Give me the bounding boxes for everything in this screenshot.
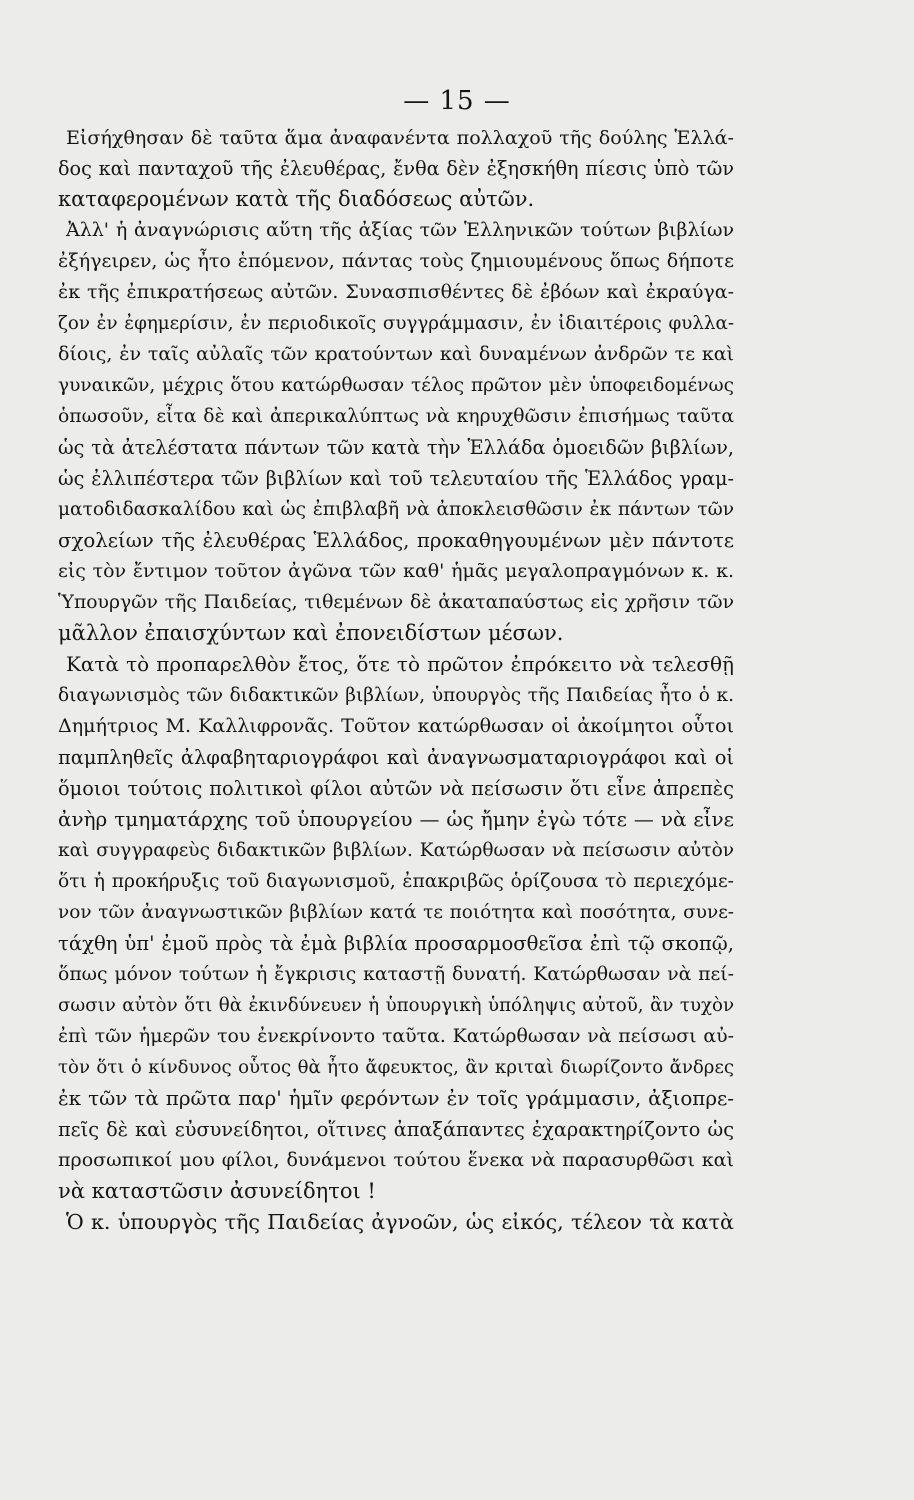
text-line: εἰς τὸν ἔντιμον τοῦτον ἀγῶνα τῶν καθ' ἡμᾶς μεγαλοπραγμόνων κ. κ. xyxy=(58,560,734,582)
text-line: προσωπικοί μου φίλοι, δυνάμενοι τούτου ἕνεκα νὰ παρασυρθῶσι καὶ xyxy=(58,1149,734,1171)
text-line: ἐκ τῆς ἐπικρατήσεως αὐτῶν. Συνασπισθέντες δὲ ἐβόων καὶ ἐκραύγα- xyxy=(58,281,734,303)
text-line: νὰ καταστῶσιν ἀσυνείδητοι ! xyxy=(58,1179,376,1203)
page-number: — 15 — xyxy=(403,86,511,116)
text-line: Ἀλλ' ἡ ἀναγνώρισις αὕτη τῆς ἀξίας τῶν Ἑλληνικῶν τούτων βιβλίων xyxy=(66,219,734,241)
text-line: Δημήτριος Μ. Καλλιφρονᾶς. Τοῦτον κατώρθωσαν οἱ ἀκοίμητοι οὗτοι xyxy=(58,715,734,737)
text-line: ὁπωσοῦν, εἶτα δὲ καὶ ἀπερικαλύπτως νὰ κηρυχθῶσιν ἐπισήμως ταῦτα xyxy=(58,406,734,427)
text-line: ἐξήγειρεν, ὡς ἦτο ἑπόμενον, πάντας τοὺς ζημιουμένους ὅπως δήποτε xyxy=(58,250,734,272)
text-line: σωσιν αὐτὸν ὅτι θὰ ἐκινδύνευεν ἡ ὑπουργικὴ ὑπόληψις αὐτοῦ, ἂν τυχὸν xyxy=(58,995,734,1016)
text-line: ἐπὶ τῶν ἡμερῶν του ἐνεκρίνοντο ταῦτα. Κατώρθωσαν νὰ πείσωσι αὐ- xyxy=(58,1025,734,1047)
text-line: γυναικῶν, μέχρις ὅτου κατώρθωσαν τέλος πρῶτον μὲν ὑποφειδομένως xyxy=(58,375,734,396)
text-line: ματοδιδασκαλίδου καὶ ὡς ἐπιβλαβῆ νὰ ἀποκλεισθῶσιν ἐκ πάντων τῶν xyxy=(58,499,734,520)
text-line: ὅτι ἡ προκήρυξις τοῦ διαγωνισμοῦ, ἐπακριβῶς ὁρίζουσα τὸ περιεχόμε- xyxy=(58,871,734,892)
text-line: ἀνὴρ τμηματάρχης τοῦ ὑπουργείου — ὡς ἤμην ἐγὼ τότε — νὰ εἶνε xyxy=(58,807,734,831)
text-line: δίοις, ἐν ταῖς αὐλαῖς τῶν κρατούντων καὶ δυναμένων ἀνδρῶν τε καὶ xyxy=(58,343,734,365)
text-line: ὅμοιοι τούτοις πολιτικοὶ φίλοι αὐτῶν νὰ πείσωσιν ὅτι εἶνε ἀπρεπὲς xyxy=(58,777,734,800)
text-line: διαγωνισμὸς τῶν διδακτικῶν βιβλίων, ὑπουργὸς τῆς Παιδείας ἦτο ὁ κ. xyxy=(58,685,734,706)
text-line: παμπληθεῖς ἀλφαβηταριογράφοι καὶ ἀναγνωσματαριογράφοι καὶ οἱ xyxy=(58,746,734,769)
text-line: μᾶλλον ἐπαισχύντων καὶ ἐπονειδίστων μέσων. xyxy=(58,621,564,645)
text-line: Ὑπουργῶν τῆς Παιδείας, τιθεμένων δὲ ἀκαταπαύστως εἰς χρῆσιν τῶν xyxy=(58,592,734,613)
text-line: ζον ἐν ἐφημερίσιν, ἐν περιοδικοῖς συγγράμμασιν, ἐν ἰδιαιτέροις φυλλα- xyxy=(58,313,734,334)
text-line: ὡς ἐλλιπέστερα τῶν βιβλίων καὶ τοῦ τελευταίου τῆς Ἑλλάδος γραμ- xyxy=(58,467,734,490)
text-line: τάχθη ὑπ' ἐμοῦ πρὸς τὰ ἐμὰ βιβλία προσαρμοσθεῖσα ἐπὶ τῷ σκοπῷ, xyxy=(58,932,734,955)
text-line: τὸν ὅτι ὁ κίνδυνος οὗτος θὰ ἦτο ἄφευκτος, ἂν κριταὶ διωρίζοντο ἄνδρες xyxy=(58,1057,734,1078)
text-line: Ὁ κ. ὑπουργὸς τῆς Παιδείας ἀγνοῶν, ὡς εἰκός, τέλεον τὰ κατὰ xyxy=(66,1210,734,1234)
text-line: ὅπως μόνον τούτων ἡ ἔγκρισις καταστῇ δυνατή. Κατώρθωσαν νὰ πεί- xyxy=(58,964,734,985)
text-line: Κατὰ τὸ προπαρελθὸν ἔτος, ὅτε τὸ πρῶτον ἐπρόκειτο νὰ τελεσθῇ xyxy=(66,652,734,676)
text-line: ἐκ τῶν τὰ πρῶτα παρ' ἡμῖν φερόντων ἐν τοῖς γράμμασιν, ἀξιοπρε- xyxy=(58,1087,734,1110)
text-line: καταφερομένων κατὰ τῆς διαδόσεως αὐτῶν. xyxy=(58,187,535,211)
text-line: Εἰσήχθησαν δὲ ταῦτα ἅμα ἀναφανέντα πολλαχοῦ τῆς δούλης Ἑλλά- xyxy=(66,126,734,149)
text-line: ὡς τὰ ἀτελέστατα πάντων τῶν κατὰ τὴν Ἑλλάδα ὁμοειδῶν βιβλίων, xyxy=(58,436,734,459)
text-line: δος καὶ πανταχοῦ τῆς ἐλευθέρας, ἔνθα δὲν ἐξησκήθη πίεσις ὑπὸ τῶν xyxy=(58,157,734,180)
text-line: καὶ συγγραφεὺς διδακτικῶν βιβλίων. Κατώρθωσαν νὰ πείσωσιν αὐτὸν xyxy=(58,840,734,861)
text-line: πεῖς δὲ καὶ εὐσυνείδητοι, οἵτινες ἀπαξάπαντες ἐχαρακτηρίζοντο ὡς xyxy=(58,1118,734,1141)
text-line: σχολείων τῆς ἐλευθέρας Ἑλλάδος, προκαθηγουμένων μὲν πάντοτε xyxy=(58,529,734,552)
body-text xyxy=(58,122,734,1238)
text-line: νον τῶν ἀναγνωστικῶν βιβλίων κατά τε ποιότητα καὶ ποσότητα, συνε- xyxy=(58,902,734,923)
